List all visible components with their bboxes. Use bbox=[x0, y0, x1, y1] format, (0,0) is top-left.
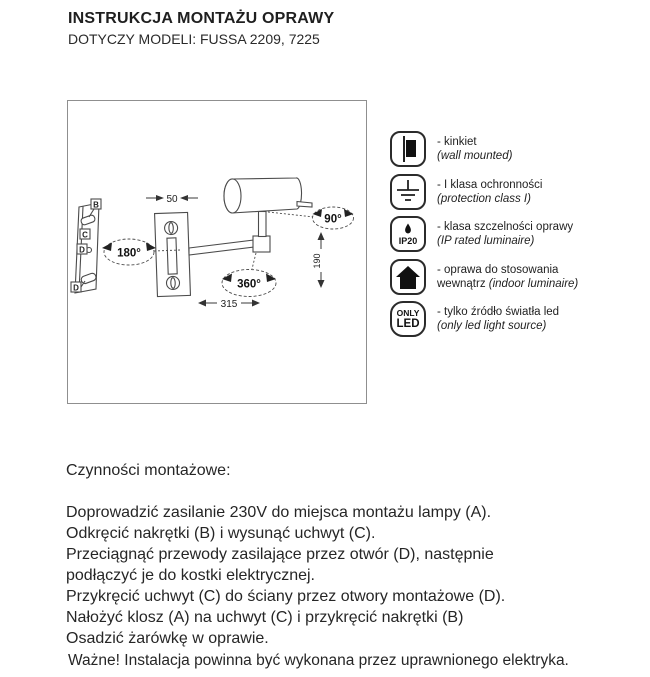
bracket-side-view bbox=[71, 199, 101, 293]
instruction-line: Osadzić żarówkę w oprawie. bbox=[66, 630, 269, 647]
lamp-head bbox=[224, 178, 312, 213]
dimension-plate-width bbox=[146, 194, 198, 205]
legend-label-en: (only led light source) bbox=[437, 320, 547, 332]
only-led-text-bottom: LED bbox=[396, 317, 420, 330]
lamp-stem bbox=[259, 212, 267, 237]
document-header bbox=[68, 10, 334, 47]
part-label-d2: D bbox=[73, 283, 79, 293]
warning-note: Ważne! Instalacja powinna być wykonana przez uprawnionego elektryka. bbox=[68, 652, 569, 669]
legend-item-wall-mounted bbox=[390, 131, 512, 167]
svg-text:50: 50 bbox=[166, 194, 178, 205]
instruction-line: Przykręcić uchwyt (C) do ściany przez otwory montażowe (D). bbox=[66, 588, 506, 605]
svg-text:190: 190 bbox=[312, 253, 322, 269]
instruction-line: podłączyć je do kostki elektrycznej. bbox=[66, 567, 315, 584]
legend-label: - kinkiet bbox=[437, 136, 477, 148]
page-title: INSTRUKCJA MONTAŻU OPRAWY bbox=[68, 10, 335, 27]
only-led-icon bbox=[390, 301, 426, 337]
technical-diagram bbox=[67, 100, 367, 404]
only-led-text-top: ONLY bbox=[396, 307, 420, 318]
angle-joint-rotation bbox=[222, 253, 276, 297]
legend-label: - oprawa do stosowania bbox=[437, 264, 559, 276]
legend-item-protection-class bbox=[390, 174, 542, 210]
part-label-c: C bbox=[82, 230, 88, 240]
instruction-line: Odkręcić nakrętki (B) i wysunąć uchwyt (C). bbox=[66, 525, 376, 542]
legend-item-ip-rating bbox=[390, 216, 573, 252]
page-subtitle: DOTYCZY MODELI: FUSSA 2209, 7225 bbox=[68, 31, 320, 47]
switch-stick bbox=[297, 202, 312, 208]
ip-rating-icon bbox=[390, 216, 426, 252]
protection-class-icon bbox=[390, 174, 426, 210]
svg-text:360°: 360° bbox=[237, 278, 261, 291]
legend-label: - tylko źródło światła led bbox=[437, 306, 560, 318]
legend-label: - I klasa ochronności bbox=[437, 179, 543, 191]
instruction-line: Doprowadzić zasilanie 230V do miejsca montażu lampy (A). bbox=[66, 504, 492, 521]
legend-label-en: (protection class I) bbox=[437, 193, 531, 205]
svg-text:315: 315 bbox=[220, 299, 238, 310]
legend-item-indoor bbox=[390, 259, 578, 295]
legend-label-pl2: wewnątrz bbox=[437, 278, 489, 290]
dimension-height bbox=[312, 232, 325, 288]
part-label-b: B bbox=[93, 200, 99, 210]
svg-text:180°: 180° bbox=[117, 247, 141, 260]
dimension-arm-length bbox=[198, 299, 260, 310]
assembly-instructions bbox=[66, 460, 505, 649]
lamp-diagram-svg bbox=[68, 101, 366, 403]
instructions-heading: Czynności montażowe: bbox=[66, 462, 231, 479]
legend-label-en: (IP rated luminaire) bbox=[437, 235, 535, 247]
instruction-line: Nałożyć klosz (A) na uchwyt (C) i przykręcić nakrętki (B) bbox=[66, 609, 464, 626]
legend-label-en: (wall mounted) bbox=[437, 150, 513, 162]
svg-text:90°: 90° bbox=[324, 213, 342, 226]
legend-label-en: (indoor luminaire) bbox=[488, 278, 579, 290]
legend-item-only-led bbox=[390, 301, 559, 337]
swivel-joint bbox=[253, 236, 270, 252]
part-label-d: D bbox=[79, 245, 85, 255]
legend-label: - klasa szczelności oprawy bbox=[437, 221, 574, 233]
indoor-icon bbox=[390, 259, 426, 295]
ip-rating-text: IP20 bbox=[398, 235, 418, 246]
wall-plate bbox=[155, 212, 191, 296]
instruction-line: Przeciągnąć przewody zasilające przez otwór (D), następnie bbox=[66, 546, 494, 563]
wall-mounted-icon bbox=[390, 131, 426, 167]
lamp-arm bbox=[189, 240, 254, 255]
